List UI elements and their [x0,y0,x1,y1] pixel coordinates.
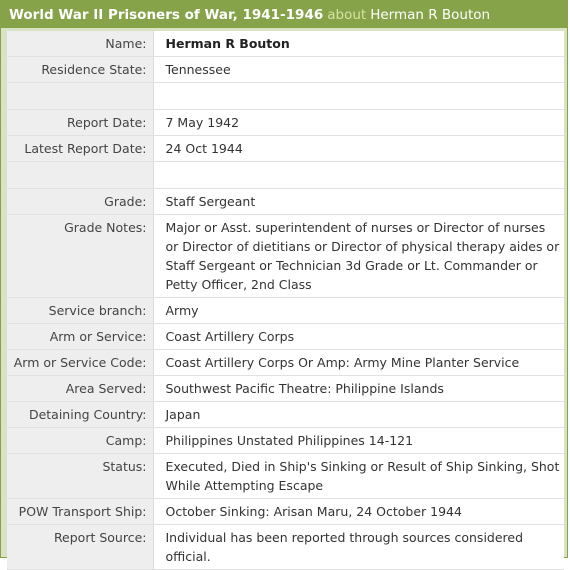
label-area-served: Area Served: [7,376,153,402]
spacer-value [153,83,564,110]
label-name: Name: [7,31,153,57]
collection-title[interactable]: World War II Prisoners of War, 1941-1946 [9,6,324,23]
value-status: Executed, Died in Ship's Sinking or Result of Ship Sinking, Shot While Attempting Escape [153,454,564,499]
row-status [7,454,564,499]
person-name-link[interactable]: Herman R Bouton [370,6,491,23]
row-report-date [7,110,564,136]
value-report-date: 7 May 1942 [153,110,564,136]
value-grade-notes: Major or Asst. superintendent of nurses or Director of nurses or Director of dietitians or Director of physical therapy aides or Staff Sergeant or Technician 3d Grade or Lt. Commander or Petty Officer, 2nd Class [153,215,564,298]
label-arm-or-service: Arm or Service: [7,324,153,350]
value-report-source: Individual has been reported through sources considered official. [153,525,564,570]
value-grade: Staff Sergeant [153,189,564,215]
spacer-row [7,162,564,189]
label-service-branch: Service branch: [7,298,153,324]
value-arm-or-service-code: Coast Artillery Corps Or Amp: Army Mine Planter Service [153,350,564,376]
label-arm-or-service-code: Arm or Service Code: [7,350,153,376]
record-table [7,31,564,570]
label-grade-notes: Grade Notes: [7,215,153,298]
row-grade [7,189,564,215]
spacer-label [7,162,153,189]
value-latest-report-date: 24 Oct 1944 [153,136,564,162]
value-detaining-country: Japan [153,402,564,428]
row-area-served [7,376,564,402]
value-arm-or-service: Coast Artillery Corps [153,324,564,350]
label-detaining-country: Detaining Country: [7,402,153,428]
spacer-label [7,83,153,110]
value-service-branch: Army [153,298,564,324]
value-residence-state: Tennessee [153,57,564,83]
row-name [7,31,564,57]
label-report-source: Report Source: [7,525,153,570]
row-detaining-country [7,402,564,428]
record-panel [7,31,564,570]
spacer-row [7,83,564,110]
record-header [1,1,567,28]
value-name: Herman R Bouton [153,31,564,57]
row-arm-or-service-code [7,350,564,376]
label-status: Status: [7,454,153,499]
row-service-branch [7,298,564,324]
row-latest-report-date [7,136,564,162]
row-grade-notes [7,215,564,298]
label-report-date: Report Date: [7,110,153,136]
row-camp [7,428,564,454]
label-pow-transport-ship: POW Transport Ship: [7,499,153,525]
value-area-served: Southwest Pacific Theatre: Philippine Islands [153,376,564,402]
spacer-value [153,162,564,189]
row-residence-state [7,57,564,83]
label-camp: Camp: [7,428,153,454]
value-camp: Philippines Unstated Philippines 14-121 [153,428,564,454]
value-pow-transport-ship: October Sinking: Arisan Maru, 24 October 1944 [153,499,564,525]
row-arm-or-service [7,324,564,350]
row-pow-transport-ship [7,499,564,525]
label-residence-state: Residence State: [7,57,153,83]
label-grade: Grade: [7,189,153,215]
row-report-source [7,525,564,570]
about-text: about [327,6,367,23]
label-latest-report-date: Latest Report Date: [7,136,153,162]
